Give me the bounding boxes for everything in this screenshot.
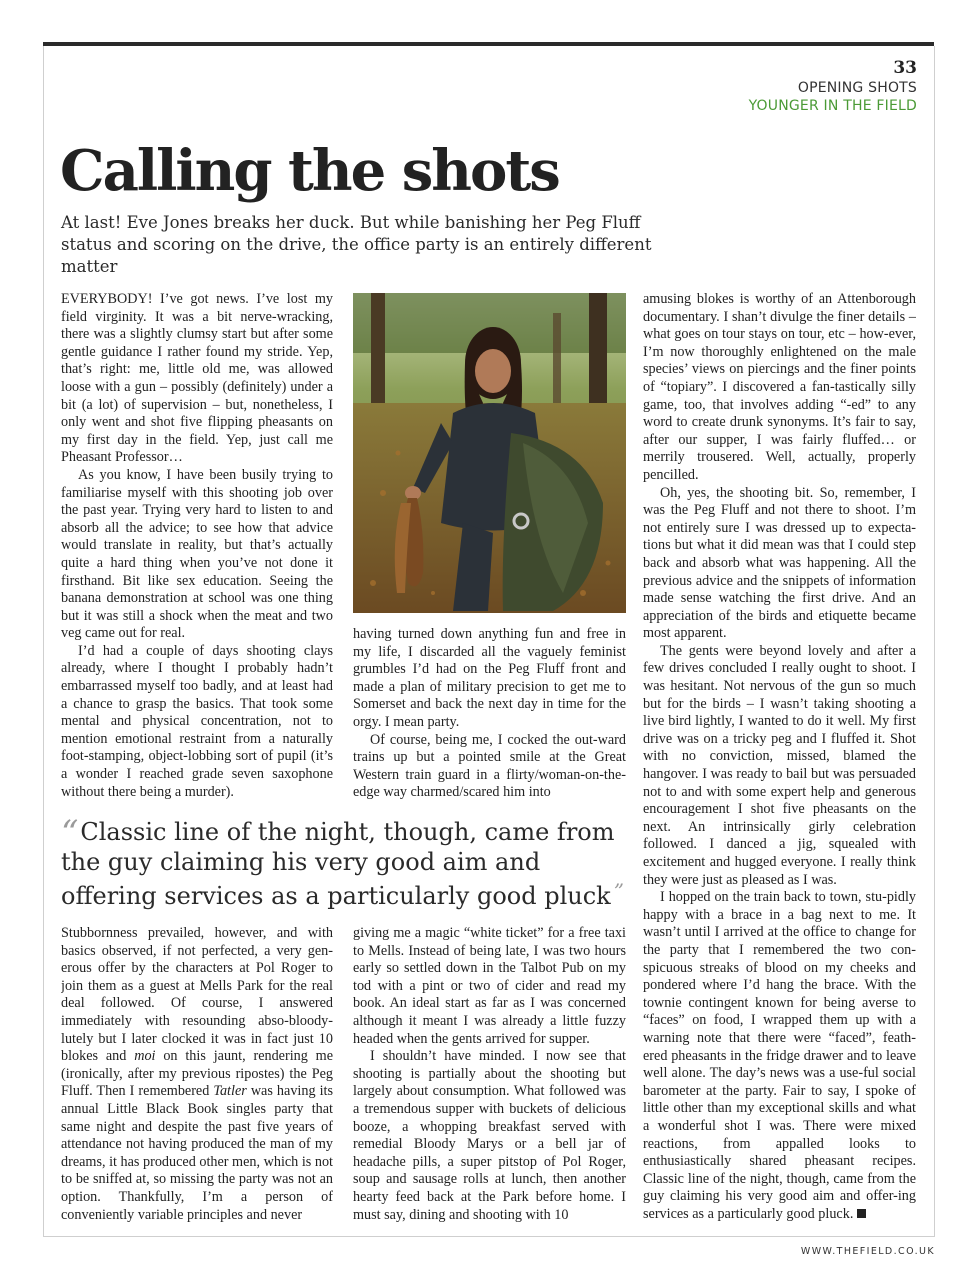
footer-url: WWW.THEFIELD.CO.UK — [800, 1246, 935, 1257]
column-3 — [643, 291, 916, 1231]
close-quote-icon: ” — [613, 879, 624, 903]
text-run: Stubbornness prevailed, however, and with basics observed, if not perfected, a very gen-erous offer by the characters at Pol Roger to join them as a guest at Mells Park for the real deal followed. Of course, I answered immediately with resounding abso-bloody-lutely but I later clocked it was in fact just 10 blokes and — [61, 925, 333, 1065]
column-2-bottom — [353, 925, 626, 1225]
paragraph: Oh, yes, the shooting bit. So, remember, I was the Peg Fluff and not there to shoot. I’m not entirely sure I was dressed up to expecta-tions but what it did mean was that I could step back and absorb what was happening. All the previous advice and the snippets of information made sense watching the first drive. And an appreciation of the birds and etiquette became most apparent. — [643, 484, 916, 642]
column-1-top — [61, 291, 333, 801]
open-quote-icon: “ — [61, 813, 79, 853]
italic-text: moi — [134, 1048, 156, 1065]
paragraph: The gents were beyond lovely and after a few drives concluded I really ought to shoot. I was hesitant. Not nervous of the gun so much but for the birds – I wasn’t taking shooting a live bird lightly, I wanted to do it well. My first drive was on a tricky peg and I fluffed it. Shot with no conviction, missed, blamed the hangover. I was ready to bail but was persuaded not to and with some expert help and generous encouragement I shot five pheasants on the next. An intrinsically girly celebration followed. I danced a jig, squealed with excitement and hugged everyone. I really think they were just as pleased as I was. — [643, 642, 916, 888]
end-mark-icon — [857, 1209, 866, 1218]
paragraph: EVERYBODY! I’ve got news. I’ve lost my field virginity. It was a bit nerve-wracking, there was a slightly clumsy start but after some gentle guidance I rather found my stride. Yep, that’s right: me, little old me, was allowed loose with a gun – possibly (definitely) under a bit (a lot) of supervision – but, nonetheless, I only went and shot five flipping pheasants on my first day in the field. Yep, just call me Pheasant Professor… — [61, 291, 333, 466]
pull-quote-text: Classic line of the night, though, came from the guy claiming his very good aim and offering services as a particularly good pluck — [61, 818, 615, 910]
paragraph: As you know, I have been busily trying to familiarise myself with this shooting job over the past year. Trying very hard to listen to and absorb all the advice; to see how that advice would translate in reality, but that’s actually quite a hard thing when you’ve not done it firsthand. Bit like sex education. Seeing the banana demonstration at school was one thing but it was still a shock when the meat and two veg came out for real. — [61, 466, 333, 642]
text-run: was having its annual Little Black Book singles party that same night and despite the past five years of attendance not having produced the man of my dreams, it has produced other men, which is not to be sniffed at, so missing the party was not an option. Thankfully, I’m a person of conveniently variable principles and never — [61, 1083, 333, 1223]
page-number: 33 — [893, 58, 917, 78]
section-label: OPENING SHOTS — [797, 80, 917, 96]
text-run: on this jaunt, rendering me (ironically, after my previous ripostes) the Peg Fluff. Then I remembered — [61, 1048, 333, 1100]
paragraph: I shouldn’t have minded. I now see that shooting is partially about the shooting but largely about consumption. What followed was a tremendous supper with buckets of delicious booze, a whopping breakfast served with remedial Bloody Marys or a bell jar of headache pills, a super pitstop of Pol Roger, soup and sausage rolls at lunch, then another hearty feed back at the Park before home. I must say, dining and shooting with 10 — [353, 1048, 626, 1223]
paragraph-text: I hopped on the train back to town, stu-pidly happy with a brace in a bag next to me. It wasn’t until I arrived at the office to change for the party that I remembered the two con-spicuous streaks of blood on my cheeks and pondered where I’d hang the brace. With the townie contingent known for being averse to “faces” on food, I wrapped them up with a warning note that there were “faced”, feath-ered pheasants in the fridge drawer and to leave well alone. The day’s news was a use-ful social barometer at the party. Fair to say, I spoke of little other than my exceptional skills and what a wonderful shot I was. There were mixed reactions, from appalled looks to enthusiastically shared pheasant recipes. Classic line of the night, though, came from the guy claiming his very good aim and offer-ing services as a particularly good pluck. — [643, 889, 916, 1222]
paragraph: Of course, being me, I cocked the out-ward trains up but a pointed smile at the Great Western train guard in a flirty/woman-on-the-edge way charmed/scared him into — [353, 731, 626, 801]
standfirst: At last! Eve Jones breaks her duck. But while banishing her Peg Fluff status and scoring on the drive, the office party is an entirely different matter — [61, 213, 652, 276]
paragraph: giving me a magic “white ticket” for a free taxi to Mells. Instead of being late, I was two hours early so settled down in the Talbot Pub on my tod with a pint or two of cider and read my book. An ideal start as far as I was concerned although it meant I was already a little fuzzy headed when the gents arrived for supper. — [353, 925, 626, 1047]
italic-text: Tatler — [213, 1083, 247, 1100]
column-2-top — [353, 626, 626, 801]
column-1-bottom — [61, 925, 333, 1225]
woman-holding-pheasants-photo — [353, 293, 626, 613]
pull-quote — [61, 813, 631, 911]
paragraph: amusing blokes is worthy of an Attenborough documentary. I shan’t divulge the finer details – what goes on tour stays on tour, etc – how-ever, I’m now thoroughly enlightened on the male species’ views on piercings and the finer points of “topiary”. I discovered a fan-tastically silly game, too, that involves adding “-ed” to any word to create drunk synonyms. It’s fair to say, after our supper, I was fairly fluffed… or merrily trousered. Well, actually, properly pencilled. — [643, 291, 916, 483]
article-title: Calling the shots — [60, 138, 559, 204]
paragraph — [61, 925, 333, 1224]
subsection-label: YOUNGER IN THE FIELD — [748, 98, 917, 114]
article-photo — [353, 293, 626, 613]
paragraph: I’d had a couple of days shooting clays already, where I thought I probably hadn’t embarrassed myself too badly, and at least had a chance to grasp the basics. That took some mental and physical concentration, not to mention emotional restraint from a naturally foot-stamping, object-lobbing sort of pupil (it’s a wonder I reached grade seven saxophone without there being a murder). — [61, 642, 333, 800]
paragraph-final — [643, 889, 916, 1223]
paragraph: having turned down anything fun and free in my life, I discarded all the vaguely feminist grumbles I’d had on the Peg Fluff front and made a plan of military precision to get me to Somerset and back the next day in time for the orgy. I mean party. — [353, 626, 626, 730]
